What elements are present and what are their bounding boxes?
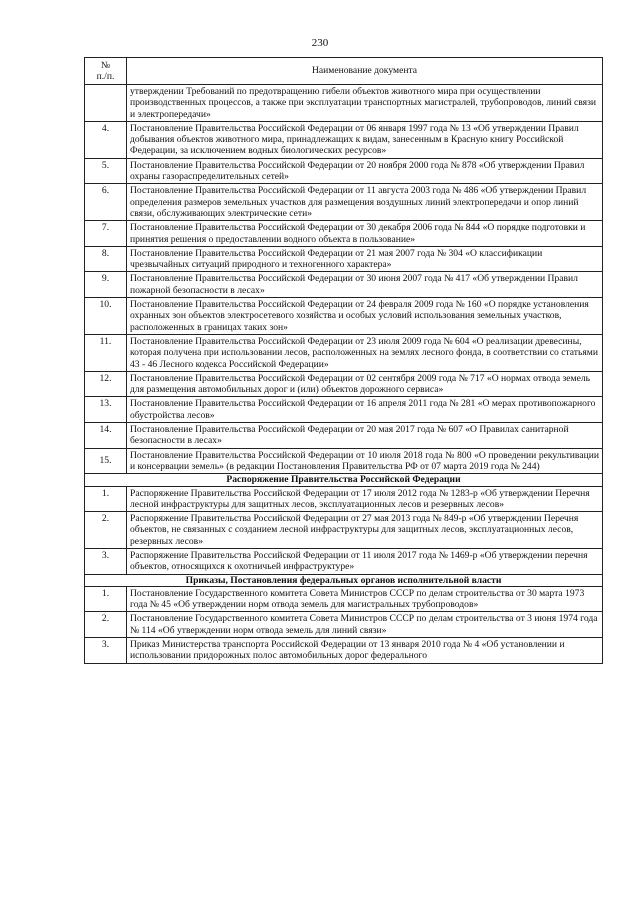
row-number: 3. xyxy=(85,638,127,664)
row-number: 6. xyxy=(85,184,127,221)
document-name: Постановление Правительства Российской Федерации от 11 августа 2003 года № 486 «Об утверждении Правил определения размеров земельных участков для размещения воздушных линий электропередачи и опор линий связи, обслуживающих электрические сети» xyxy=(127,184,603,221)
page-number: 230 xyxy=(311,37,329,49)
table-row xyxy=(85,548,603,574)
document-name: Постановление Правительства Российской Федерации от 23 июля 2009 года № 604 «О реализации древесины, которая получена при использовании лесов, расположенных на землях лесного фонда, в соответствии со статьями 43 - 46 Лесного кодекса Российской Федерации» xyxy=(127,334,603,371)
table-row xyxy=(85,371,603,397)
table-row xyxy=(85,612,603,638)
table-body xyxy=(85,85,603,664)
row-number xyxy=(85,85,127,122)
column-header-name: Наименование документа xyxy=(127,58,603,85)
row-number: 3. xyxy=(85,548,127,574)
row-number: 4. xyxy=(85,121,127,158)
row-number: 15. xyxy=(85,448,127,474)
table-row xyxy=(85,423,603,449)
document-name: Постановление Правительства Российской Федерации от 20 ноября 2000 года № 878 «Об утверждении Правил охраны газораспределительных сетей» xyxy=(127,158,603,184)
row-number: 5. xyxy=(85,158,127,184)
table-row xyxy=(85,298,603,335)
row-number: 8. xyxy=(85,246,127,272)
table-row xyxy=(85,184,603,221)
section-title: Приказы, Постановления федеральных органов исполнительной власти xyxy=(85,574,603,586)
row-number: 2. xyxy=(85,612,127,638)
document-name: Постановление Правительства Российской Федерации от 02 сентября 2009 года № 717 «О нормах отвода земель для размещения автомобильных дорог и (или) объектов дорожного сервиса» xyxy=(127,371,603,397)
table-header-row xyxy=(85,58,603,85)
row-number: 12. xyxy=(85,371,127,397)
column-header-number: № п./п. xyxy=(85,58,127,85)
document-name: Распоряжение Правительства Российской Федерации от 11 июля 2017 года № 1469-р «Об утверждении перечня объектов, относящихся к охотничьей инфраструктуре» xyxy=(127,548,603,574)
table-row xyxy=(85,448,603,474)
table-row xyxy=(85,272,603,298)
document-name: Постановление Правительства Российской Федерации от 20 мая 2017 года № 607 «О Правилах санитарной безопасности в лесах» xyxy=(127,423,603,449)
document-name: Постановление Правительства Российской Федерации от 30 июня 2007 года № 417 «Об утверждении Правил пожарной безопасности в лесах» xyxy=(127,272,603,298)
section-title: Распоряжение Правительства Российской Федерации xyxy=(85,474,603,486)
row-number: 1. xyxy=(85,486,127,512)
document-name: Постановление Правительства Российской Федерации от 21 мая 2007 года № 304 «О классификации чрезвычайных ситуаций природного и техногенного характера» xyxy=(127,246,603,272)
document-name: Постановление Правительства Российской Федерации от 24 февраля 2009 года № 160 «О порядке установления охранных зон объектов электросетевого хозяйства и особых условий использования земельных участков, расположенных в границах таких зон» xyxy=(127,298,603,335)
table-row xyxy=(85,246,603,272)
section-header-row xyxy=(85,474,603,486)
row-number: 2. xyxy=(85,512,127,549)
table-row xyxy=(85,638,603,664)
table-row xyxy=(85,158,603,184)
row-number: 11. xyxy=(85,334,127,371)
document-name: Постановление Государственного комитета Совета Министров СССР по делам строительства от 3 июня 1974 года № 114 «Об утверждении норм отвода земель для линий связи» xyxy=(127,612,603,638)
row-number: 9. xyxy=(85,272,127,298)
table-row xyxy=(85,512,603,549)
table-row xyxy=(85,486,603,512)
document-name: Постановление Правительства Российской Федерации от 30 декабря 2006 года № 844 «О порядке подготовки и принятия решения о предоставлении водного объекта в пользование» xyxy=(127,221,603,247)
document-name: Постановление Государственного комитета Совета Министров СССР по делам строительства от 30 марта 1973 года № 45 «Об утверждении норм отвода земель для магистральных трубопроводов» xyxy=(127,586,603,612)
document-name: Постановление Правительства Российской Федерации от 10 июля 2018 года № 800 «О проведении рекультивации и консервации земель» (в редакции Постановления Правительства РФ от 07 марта 2019 года № 244) xyxy=(127,448,603,474)
document-name: утверждении Требований по предотвращению гибели объектов животного мира при осуществлении производственных процессов, а также при эксплуатации транспортных магистралей, трубопроводов, линий связи и электропередачи» xyxy=(127,85,603,122)
table-row xyxy=(85,334,603,371)
row-number: 13. xyxy=(85,397,127,423)
table-row xyxy=(85,85,603,122)
document-name: Постановление Правительства Российской Федерации от 16 апреля 2011 года № 281 «О мерах противопожарного обустройства лесов» xyxy=(127,397,603,423)
section-header-row xyxy=(85,574,603,586)
table-row xyxy=(85,586,603,612)
table-row xyxy=(85,221,603,247)
row-number: 10. xyxy=(85,298,127,335)
table-row xyxy=(85,121,603,158)
document-name: Постановление Правительства Российской Федерации от 06 января 1997 года № 13 «Об утверждении Правил добывания объектов животного мира, принадлежащих к видам, занесенным в Красную книгу Российской Федерации, за исключением водных биологических ресурсов» xyxy=(127,121,603,158)
row-number: 7. xyxy=(85,221,127,247)
row-number: 14. xyxy=(85,423,127,449)
documents-table xyxy=(84,57,603,664)
table-row xyxy=(85,397,603,423)
document-name: Распоряжение Правительства Российской Федерации от 27 мая 2013 года № 849-р «Об утверждении Перечня объектов, не связанных с созданием лесной инфраструктуры для защитных лесов, эксплуатационных лесов, резервных лесов» xyxy=(127,512,603,549)
document-name: Приказ Министерства транспорта Российской Федерации от 13 января 2010 года № 4 «Об установлении и использовании придорожных полос автомобильных дорог федерального xyxy=(127,638,603,664)
row-number: 1. xyxy=(85,586,127,612)
document-name: Распоряжение Правительства Российской Федерации от 17 июля 2012 года № 1283-р «Об утверждении Перечня лесной инфраструктуры для защитных лесов, эксплуатационных лесов и резервных лесов» xyxy=(127,486,603,512)
